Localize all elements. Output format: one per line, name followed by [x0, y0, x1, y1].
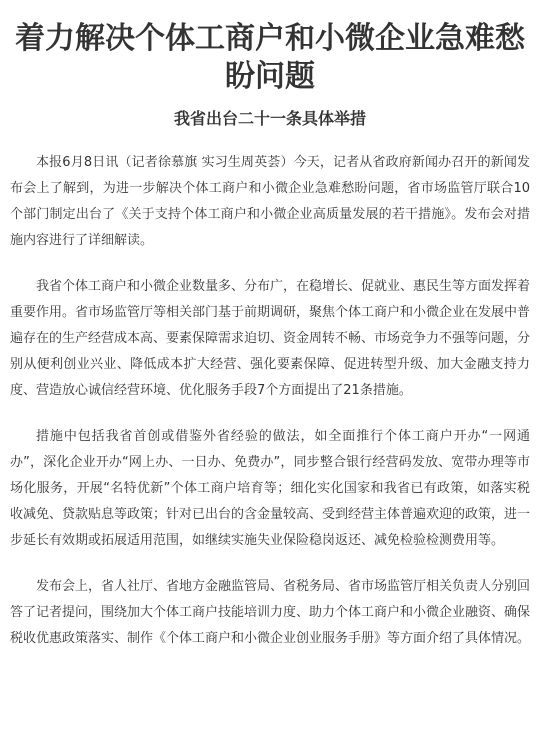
article-title: 着力解决个体工商户和小微企业急难愁盼问题 — [15, 21, 525, 94]
article-paragraph-1: 本报6月8日讯（记者徐慕旗 实习生周英荟）今天，记者从省政府新闻办召开的新闻发布会上了解到，为进一步解决个体工商户和小微企业急难愁盼问题，省市场监管厅联合10个部门制定出台了《关于支持个体工商户和小微企业高质量发展的若干措施》。发布会对措施内容进行了详细解读。 — [10, 155, 530, 248]
article-paragraph-3: 措施中包括我省首创或借鉴外省经验的做法，如全面推行个体工商户开办“一网通办”，深化企业开办“网上办、一日办、免费办”，同步整合银行经营码发放、宽带办理等市场化服务，开展“名特优新”个体工商户培育等；细化实化国家和我省已有政策，如落实税收减免、贷款贴息等政策；针对已出台的含金量较高、受到经营主体普遍欢迎的政策，进一步延长有效期或拓展适用范围，如继续实施失业保险稳岗返还、减免检验检测费用等。 — [10, 429, 531, 548]
article-paragraph-2: 我省个体工商户和小微企业数量多、分布广，在稳增长、促就业、惠民生等方面发挥着重要作用。省市场监管厅等相关部门基于前期调研，聚焦个体工商户和小微企业在发展中普遍存在的生产经营成本高、要素保障需求迫切、资金周转不畅、市场竞争力不强等问题，分别从便利创业兴业、降低成本扩大经营、强化要素保障、促进转型升级、加大金融支持力度、营造放心诚信经营环境、优化服务手段7个方面提出了21条措施。 — [10, 279, 531, 398]
article-paragraph-4: 发布会上，省人社厅、省地方金融监管局、省税务局、省市场监管厅相关负责人分别回答了记者提问，围绕加大个体工商户技能培训力度、助力个体工商户和小微企业融资、确保税收优惠政策落实、制作《个体工商户和小微企业创业服务手册》等方面介绍了具体情况。 — [10, 579, 531, 646]
article-subtitle: 我省出台二十一条具体举措 — [173, 109, 366, 128]
